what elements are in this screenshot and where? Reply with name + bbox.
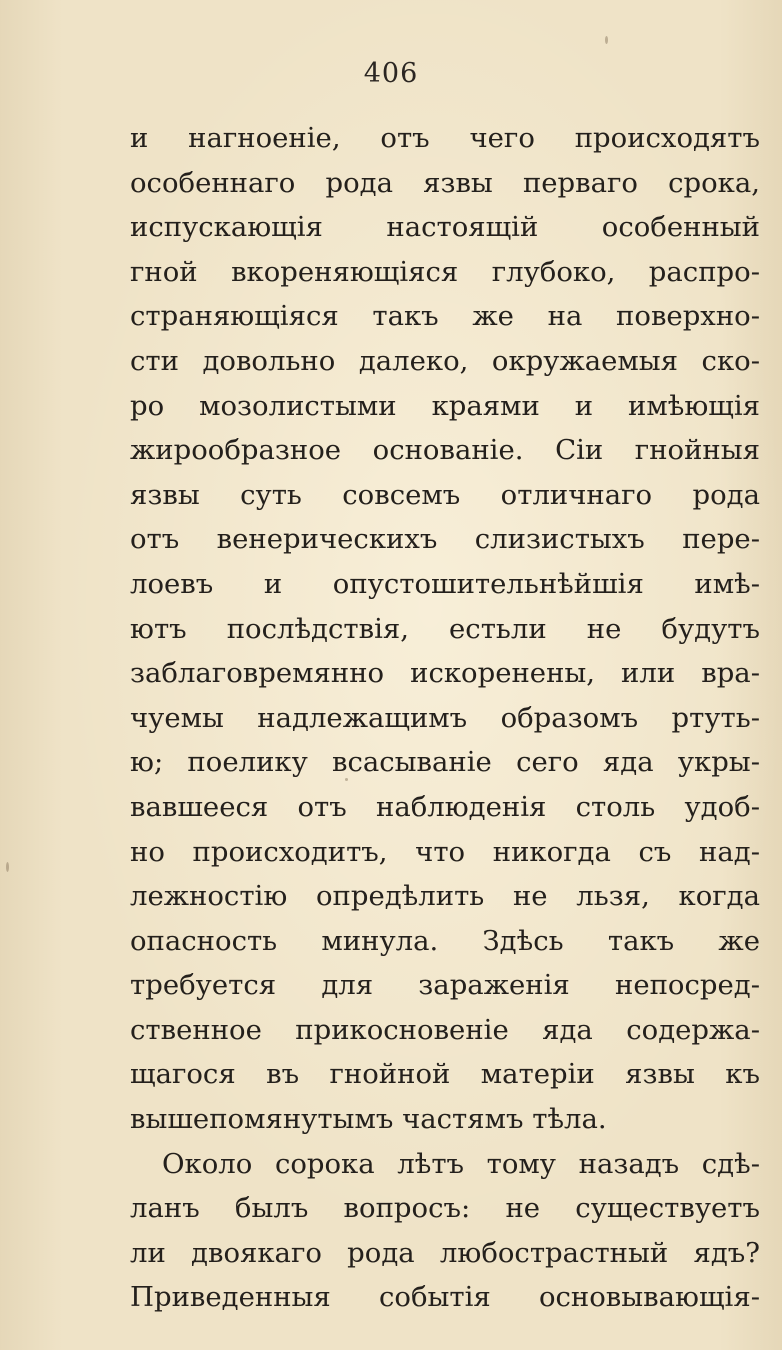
- text-line: ро мозолистыми краями и имѣющія: [130, 389, 760, 422]
- text-line: испускающія настоящій особенный: [130, 211, 760, 244]
- text-line: Приведенныя событія основывающія-: [130, 1281, 760, 1314]
- text-line: лежностію опредѣлить не льзя, когда: [130, 880, 760, 913]
- text-line: гной вкореняющіяся глубоко, распро-: [130, 255, 760, 288]
- text-line: вавшееся отъ наблюденія столь удоб-: [130, 790, 760, 823]
- text-line: ю; поелику всасываніе сего яда укры-: [130, 746, 760, 779]
- text-line: заблаговремянно искоренены, или вра-: [130, 657, 760, 690]
- text-line: требуется для зараженія непосред-: [130, 969, 760, 1002]
- text-line: ственное прикосновеніе яда содержа-: [130, 1013, 760, 1046]
- page-number: 406: [363, 58, 419, 89]
- text-line: отъ венерическихъ слизистыхъ пере-: [130, 523, 760, 556]
- text-line: ланъ былъ вопросъ: не существуетъ: [130, 1192, 760, 1225]
- paper-speck: [605, 36, 608, 44]
- text-line: ли двоякаго рода любострастный ядъ?: [130, 1236, 760, 1269]
- text-line: опасность минула. Здѣсь такъ же: [130, 924, 760, 957]
- paragraph-start-line: Около сорока лѣтъ тому назадъ сдѣ-: [162, 1147, 760, 1180]
- text-line: сти довольно далеко, окружаемыя ско-: [130, 344, 760, 377]
- text-line: лоевъ и опустошительнѣйшія имѣ-: [130, 567, 760, 600]
- text-line: страняющіяся такъ же на поверхно-: [130, 300, 760, 333]
- text-line: но происходитъ, что никогда съ над-: [130, 835, 760, 868]
- text-line: ютъ послѣдствія, естьли не будутъ: [130, 612, 760, 645]
- body-text: [130, 116, 760, 1320]
- text-line: язвы суть совсемъ отличнаго рода: [130, 478, 760, 511]
- text-line: и нагноеніе, отъ чего происходятъ: [130, 122, 760, 154]
- text-line: чуемы надлежащимъ образомъ ртуть-: [130, 701, 760, 734]
- text-line: особеннаго рода язвы перваго срока,: [130, 166, 760, 199]
- text-line: жирообразное основаніе. Сіи гнойныя: [130, 434, 760, 467]
- paragraph-end-line: вышепомянутымъ частямъ тѣла.: [130, 1103, 607, 1136]
- paper-speck: [6, 862, 9, 872]
- text-line: щагося въ гнойной матеріи язвы къ: [130, 1058, 760, 1091]
